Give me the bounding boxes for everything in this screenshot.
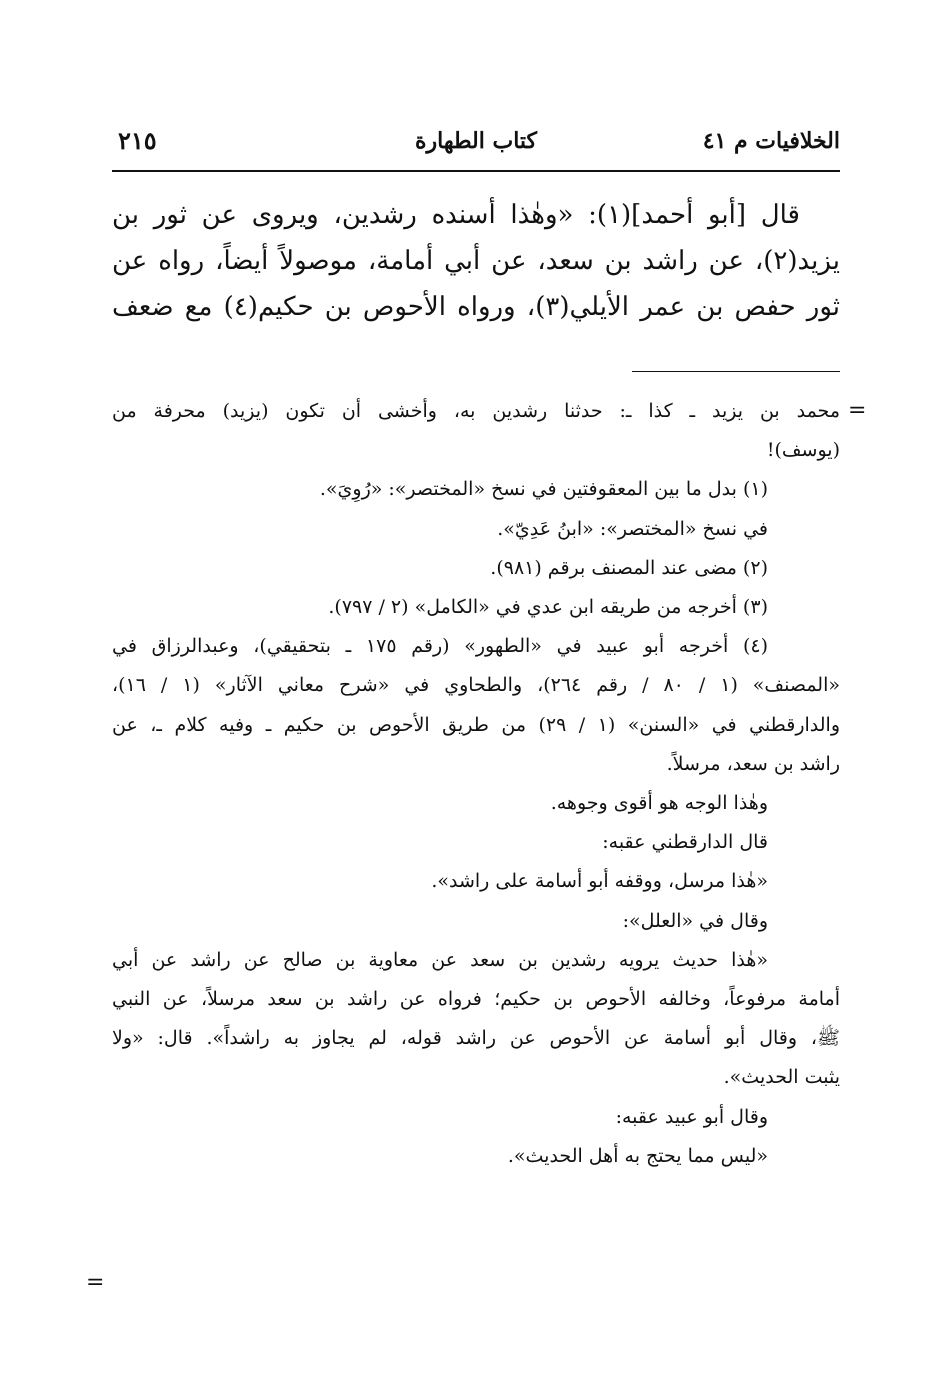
footnote-line: «ليس مما يحتج به أهل الحديث». bbox=[507, 1144, 768, 1167]
footnote-line: وهٰذا الوجه هو أقوى وجوهه. bbox=[550, 792, 768, 815]
page-header bbox=[112, 122, 840, 162]
footnote-line: يثبت الحديث». bbox=[723, 1066, 840, 1089]
footnote-line: والدارقطني في «السنن» (١ / ٢٩) من طريق الأحوص بن حكيم ـ وفيه كلام ـ، عن bbox=[112, 713, 840, 736]
footnote-line: قال الدارقطني عقبه: bbox=[602, 831, 768, 854]
continuation-mark-top: = bbox=[848, 398, 867, 423]
footnote-line: أمامة مرفوعاً، وخالفه الأحوص بن حكيم؛ فرواه عن راشد بن سعد مرسلاً، عن النبي bbox=[112, 988, 840, 1011]
footnote-4: (٤) أخرجه أبو عبيد في «الطهور» (رقم ١٧٥ ـ بتحقيقي)، وعبدالرزاق في bbox=[112, 635, 768, 658]
header-rule bbox=[112, 170, 840, 172]
main-text-line: يزيد(٢)، عن راشد بن سعد، عن أبي أمامة، موصولاً أيضاً، رواه عن bbox=[112, 246, 840, 276]
footnote-3: (٣) أخرجه من طريقه ابن عدي في «الكامل» (٢ / ٧٩٧). bbox=[328, 596, 768, 619]
page-number: ٢١٥ bbox=[118, 126, 157, 155]
footnote-line: وقال أبو عبيد عقبه: bbox=[615, 1105, 768, 1128]
footnote-line: «هٰذا حديث يرويه رشدين بن سعد عن معاوية بن صالح عن راشد عن أبي bbox=[112, 948, 768, 971]
header-chapter-title: كتاب الطهارة bbox=[414, 128, 538, 154]
footnote-line: «هٰذا مرسل، ووقفه أبو أسامة على راشد». bbox=[431, 870, 768, 893]
footnote-1: (١) بدل ما بين المعقوفتين في نسخ «المختصر»: «رُوِيَ». bbox=[319, 478, 768, 501]
main-text bbox=[112, 192, 840, 330]
footnote-separator bbox=[632, 371, 840, 372]
header-book-part: الخلافيات م ٤١ bbox=[702, 128, 840, 154]
footnotes bbox=[112, 392, 840, 1176]
continuation-mark-bottom: = bbox=[86, 1270, 105, 1295]
footnote-line: «المصنف» (١ / ٨٠ / رقم ٢٦٤)، والطحاوي في «شرح معاني الآثار» (١ / ١٦)، bbox=[112, 674, 840, 697]
main-text-line: ثور حفص بن عمر الأيلي(٣)، ورواه الأحوص بن حكيم(٤) مع ضعف bbox=[112, 292, 840, 322]
footnote-2: (٢) مضى عند المصنف برقم (٩٨١). bbox=[490, 556, 768, 579]
footnote-line: في نسخ «المختصر»: «ابنُ عَدِيّ». bbox=[497, 517, 768, 540]
footnote-line: راشد بن سعد، مرسلاً. bbox=[666, 752, 840, 775]
footnote-line: ﷺ، وقال أبو أسامة عن الأحوص عن راشد قوله، لم يجاوز به راشداً». قال: «ولا bbox=[112, 1027, 840, 1050]
footnote-line: وقال في «العلل»: bbox=[622, 909, 768, 932]
main-text-line: قال [أبو أحمد](١): «وهٰذا أسنده رشدين، ويروى عن ثور بن bbox=[112, 200, 800, 230]
footnote-line: (يوسف)! bbox=[766, 439, 840, 462]
footnote-line: محمد بن يزيد ـ كذا ـ: حدثنا رشدين به، وأخشى أن تكون (يزيد) محرفة من bbox=[112, 400, 840, 422]
